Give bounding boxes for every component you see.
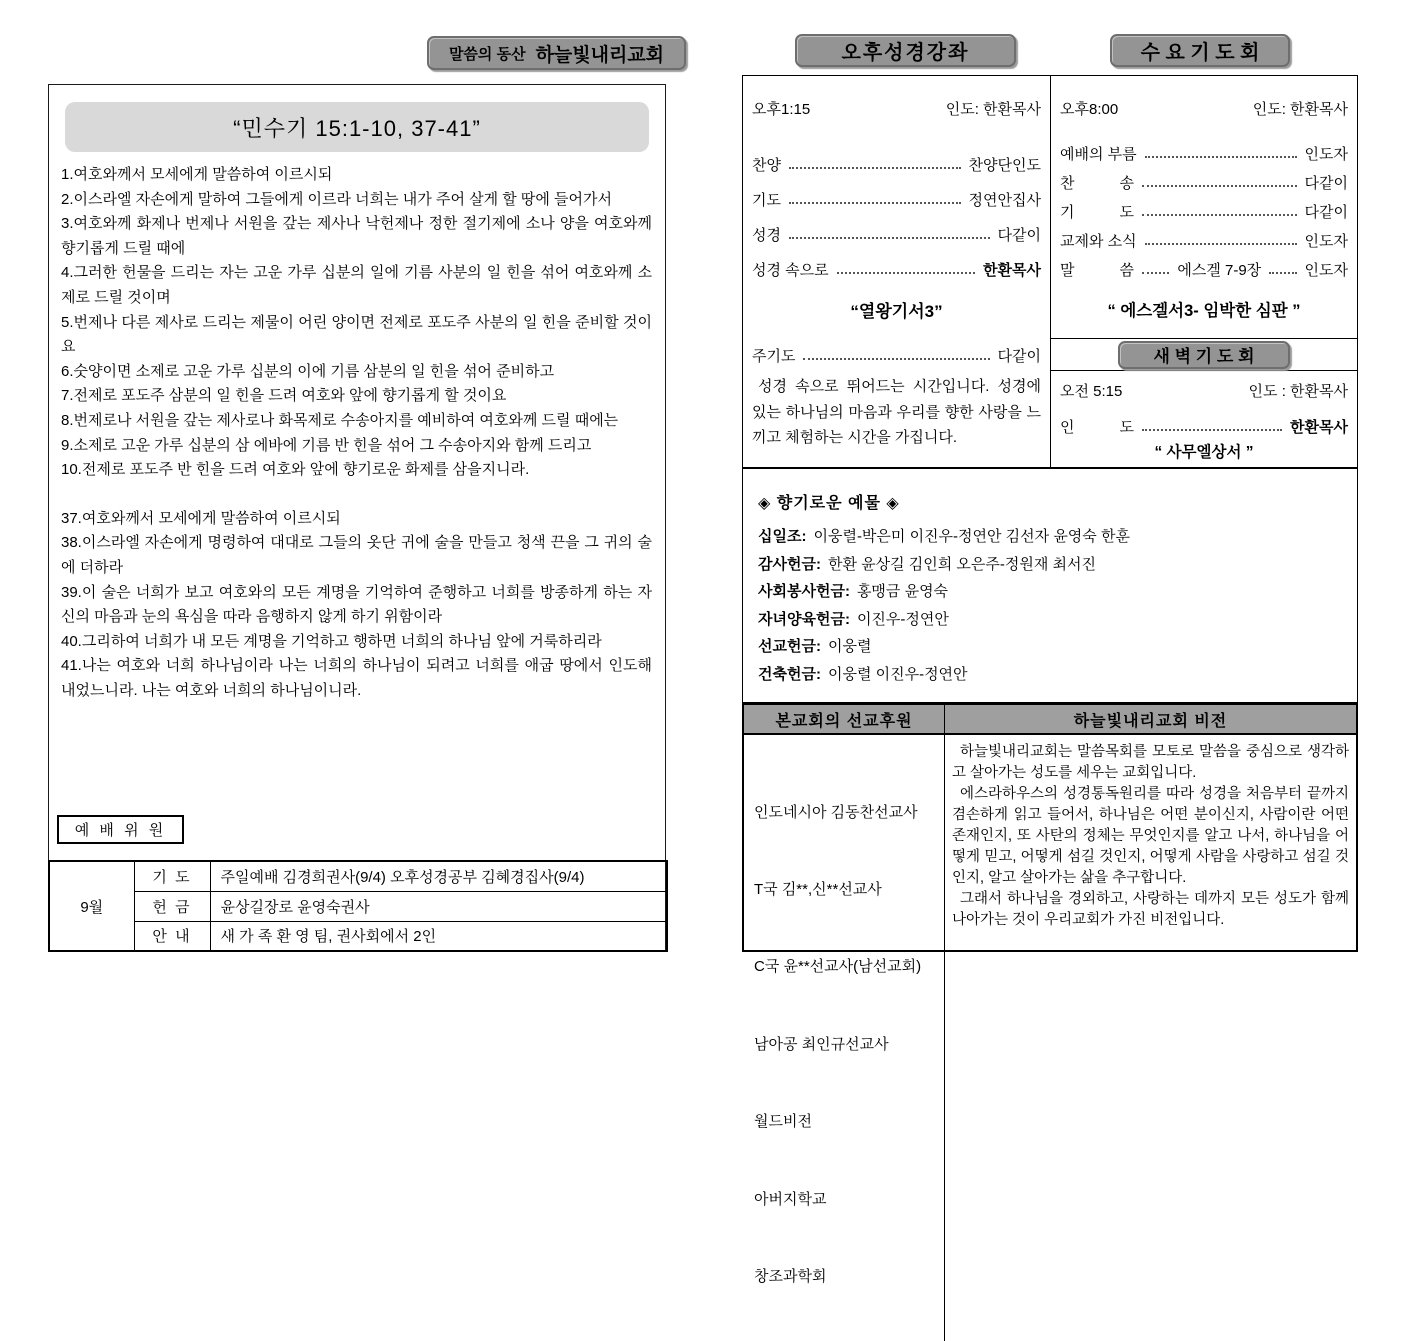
dotted-leader [1145,243,1297,245]
program-item-value: 인도자 [1304,146,1348,163]
offering-item-value: 홍맹금 윤영숙 [856,583,949,601]
program-item-label: 인 도 [1060,418,1134,436]
time-row [1060,98,1348,119]
dotted-leader [1145,156,1297,158]
committee-role-label: 기 도 [134,861,210,891]
leader-label: 인도 : 한환목사 [1248,383,1348,400]
bottom-table [742,703,1358,1285]
dawn-meeting-header-badge: 새 벽 기 도 회 [1118,341,1290,369]
scripture-verses [49,152,665,703]
program-item-row [752,340,1041,370]
afternoon-class-header-badge: 오후성경강좌 [795,34,1016,67]
offering-item-value: 이웅렬 [827,638,872,656]
program-item-row [1060,139,1348,168]
offering-item-value: 이웅렬 이진우-정연안 [827,665,968,683]
program-item-row [1060,226,1348,255]
mission-item: C국 윤**선교사(남선교회) [754,958,922,976]
vision-paragraph: 하늘빛내리교회는 말씀목회를 모토로 말씀을 중심으로 생각하고 살아가는 성도를 세우는 교회입니다. [952,744,1349,781]
verse-paragraph: 39.이 술은 너희가 보고 여호와의 모든 계명을 기억하여 준행하고 너희를 방종하게 하는 자신의 마음과 눈의 욕심을 따라 음행하지 않게 하기 위함이라 [61,583,652,626]
leader-label: 인도: 한환목사 [1252,101,1348,118]
dotted-leader [1269,272,1296,274]
program-items [1060,139,1348,284]
sermon-subtitle: “ 에스겔서3- 임박한 심판 ” [1107,302,1301,320]
dawn-panel [1051,371,1357,467]
offering-item-label: 사회봉사헌금: [758,583,850,601]
offering-item-label: 십일조: [758,528,807,546]
dotted-leader [1142,429,1282,431]
program-item-value: 찬양단인도 [968,157,1041,174]
program-table [742,75,1358,468]
committee-role-value: 윤상길장로 윤영숙권사 [210,891,667,921]
masthead-badge [427,36,686,70]
program-item-row [1060,197,1348,226]
dawn-subtitle: “ 사무엘상서 ” [1154,444,1254,461]
committee-role-value: 주일예배 김경희권사(9/4) 오후성경공부 김혜경집사(9/4) [210,861,667,891]
offering-item-row [758,522,1342,550]
sermon-passage: 에스겔 7-9장 [1177,262,1262,279]
offering-item-row [758,577,1342,605]
mission-item: 인도네시아 김동찬선교사 [754,803,918,821]
program-item-label: 성경 [752,227,781,244]
dotted-leader [803,358,989,360]
program-item-value: 다같이 [1304,175,1348,192]
time-row [1060,380,1348,401]
offering-item-row [758,660,1342,688]
worship-committee-label: 예 배 위 원 [57,815,184,844]
time-label: 오후1:15 [752,101,811,118]
program-item-label: 예배의 부름 [1060,146,1137,163]
offering-item-row [758,632,1342,660]
verse-paragraph: 38.이스라엘 자손에게 명령하여 대대로 그들의 옷단 귀에 술을 만들고 청색 끈을 그 귀의 술에 더하라 [61,534,652,576]
program-item-row [752,182,1041,217]
program-item-row [752,217,1041,252]
committee-table [48,860,668,952]
program-item-label: 성경 속으로 [752,262,829,279]
time-label: 오전 5:15 [1060,383,1123,400]
verse-paragraph: 7.전제로 포도주 삼분의 일 힌을 드려 여호와 앞에 향기롭게 할 것이요 [61,387,507,405]
mission-item: T국 김**,신**선교사 [754,880,882,898]
wednesday-panel [1051,76,1357,338]
program-item-label: 말 씀 [1060,262,1134,279]
vision-paragraph: 그래서 하나님을 경외하고, 사랑하는 데까지 모든 성도가 함께 나아가는 것이 우리교회가 가진 비전입니다. [952,891,1349,928]
committee-month-cell: 9월 [49,861,134,951]
dotted-leader [789,202,961,204]
program-item-value: 다같이 [997,347,1041,365]
dotted-leader [789,237,990,239]
program-item-label: 교제와 소식 [1060,233,1137,250]
class-subtitle: “열왕기서3” [850,302,943,321]
committee-role-label: 안 내 [134,921,210,951]
left-page [48,84,666,952]
time-label: 오후8:00 [1060,101,1119,118]
vision-paragraph: 에스라하우스의 성경통독원리를 따라 성경을 처음부터 끝까지 겸손하게 읽고 들어서, 하나님은 어떤 분이신지, 사람이란 어떤 존재인지, 또 사탄의 정체는 무엇인지를 알고 나서, 하나님을 어떻게 믿고, 어떻게 섬길 것인지, 어떻게 사람을 사랑하고 섬길 것인지, 알고 살아가는 삶을 추구합니다. [952,786,1349,886]
scripture-title: “민수기 15:1-10, 37-41” [65,102,649,152]
mission-item: 월드비전 [754,1113,812,1131]
verse-paragraph: 8.번제로나 서원을 갚는 제사로나 화목제로 수송아지를 예비하여 여호와께 드릴 때에는 [61,411,619,429]
verse-paragraph: 37.여호와께서 모세에게 말씀하여 이르시되 [61,509,341,527]
mission-item: 창조과학회 [754,1267,827,1285]
wednesday-dawn-column [1051,76,1357,467]
program-item-label: 기도 [752,192,781,209]
program-item-row [1060,413,1348,439]
bottom-table-body [744,735,1356,1285]
program-item-value: 인도자 [1304,233,1348,250]
committee-role-label: 헌 금 [134,891,210,921]
offering-item-label: 선교헌금: [758,638,821,656]
dawn-band [1051,338,1357,371]
missions-header-cell: 본교회의 선교후원 [744,705,945,733]
dotted-leader [837,272,975,274]
verse-paragraph: 2.이스라엘 자손에게 말하여 그들에게 이르라 너희는 내가 주어 살게 할 땅에 들어가서 [61,190,613,208]
program-item-row [752,147,1041,182]
masthead-motto: 말씀의 동산 [448,45,526,63]
offering-item-label: 자녀양육헌금: [758,610,850,628]
program-item-value: 다같이 [997,227,1041,244]
program-item-row [752,252,1041,287]
program-item-value: 정연안집사 [968,192,1041,209]
offering-item-value: 이웅렬-박은미 이진우-정연안 김선자 윤영숙 한훈 [813,528,1130,546]
dotted-leader [1142,272,1169,274]
offerings-title: ◈ 향기로운 예물 ◈ [758,495,900,512]
offering-item-row [758,605,1342,633]
committee-role-value: 새 가 족 환 영 팀, 권사회에서 2인 [210,921,667,951]
offering-item-label: 감사헌금: [758,555,821,573]
offering-item-row [758,550,1342,578]
program-item-value: 한환목사 [1290,418,1348,436]
verse-paragraph: 3.여호와께 화제나 번제나 서원을 갚는 제사나 낙헌제나 정한 절기제에 소나 양을 여호와께 향기롭게 드릴 때에 [61,215,652,257]
wednesday-meeting-header-badge: 수 요 기 도 회 [1110,34,1290,67]
verse-paragraph: 4.그러한 헌물을 드리는 자는 고운 가루 십분의 일에 기름 사분의 일 힌을 섞어 여호와께 소제로 드릴 것이며 [61,264,652,306]
mission-item: 아버지학교 [754,1190,827,1208]
verse-paragraph: 40.그리하여 너희가 내 모든 계명을 기억하고 행하면 너희의 하나님 앞에 거룩하리라 [61,632,602,650]
program-item-row [1060,255,1348,284]
vision-header-cell: 하늘빛내리교회 비전 [945,705,1356,733]
offering-item-value: 이진우-정연안 [856,610,949,628]
program-item-label: 주기도 [752,347,796,365]
verse-paragraph: 1.여호와께서 모세에게 말씀하여 이르시되 [61,166,333,183]
offerings-panel [742,468,1358,703]
dotted-leader [789,167,961,169]
program-items [752,147,1041,287]
missions-list [744,735,945,1341]
program-item-value: 한환목사 [983,262,1041,279]
masthead-church-name: 하늘빛내리교회 [535,44,665,66]
dotted-leader [1142,185,1297,187]
verse-paragraph: 5.번제나 다른 제사로 드리는 제물이 어린 양이면 전제로 포도주 사분의 일 힌을 준비할 것이요 [61,313,652,356]
table-row [49,921,667,951]
afternoon-class-panel [743,76,1051,467]
table-row [49,861,667,891]
verse-paragraph: 6.숫양이면 소제로 고운 가루 십분의 이에 기름 삼분의 일 힌을 섞어 준비하고 [61,362,555,380]
vision-text [945,735,1356,1341]
time-row [752,98,1041,119]
program-item-value: 다같이 [1304,204,1348,221]
program-item-row [1060,168,1348,197]
class-description: 성경 속으로 뛰어드는 시간입니다. 성경에 있는 하나님의 마음과 우리를 향한 사랑을 느끼고 체험하는 시간을 가집니다. [752,378,1041,446]
verse-paragraph: 9.소제로 고운 가루 십분의 삼 에바에 기름 반 힌을 섞어 그 수송아지와 함께 드리고 [61,436,592,454]
verse-paragraph: 41.나는 여호와 너희 하나님이라 나는 너희의 하나님이 되려고 너희를 애굽 땅에서 인도해 내었느니라. 나는 여호와 너희의 하나님이니라. [61,657,652,699]
program-item-label: 찬 송 [1060,175,1134,192]
program-item-value: 인도자 [1304,262,1348,279]
table-row [49,891,667,921]
verse-paragraph: 10.전제로 포도주 반 힌을 드려 여호와 앞에 향기로운 화제를 삼을지니라. [61,461,530,479]
program-item-label: 기 도 [1060,204,1134,221]
offering-item-value: 한환 윤상길 김인희 오은주-정원재 최서진 [827,555,1096,573]
offering-item-label: 건축헌금: [758,665,821,683]
leader-label: 인도: 한환목사 [945,101,1041,118]
bottom-table-header [744,705,1356,735]
dotted-leader [1142,214,1297,216]
program-item-label: 찬양 [752,157,781,174]
mission-item: 남아공 최인규선교사 [754,1035,889,1053]
